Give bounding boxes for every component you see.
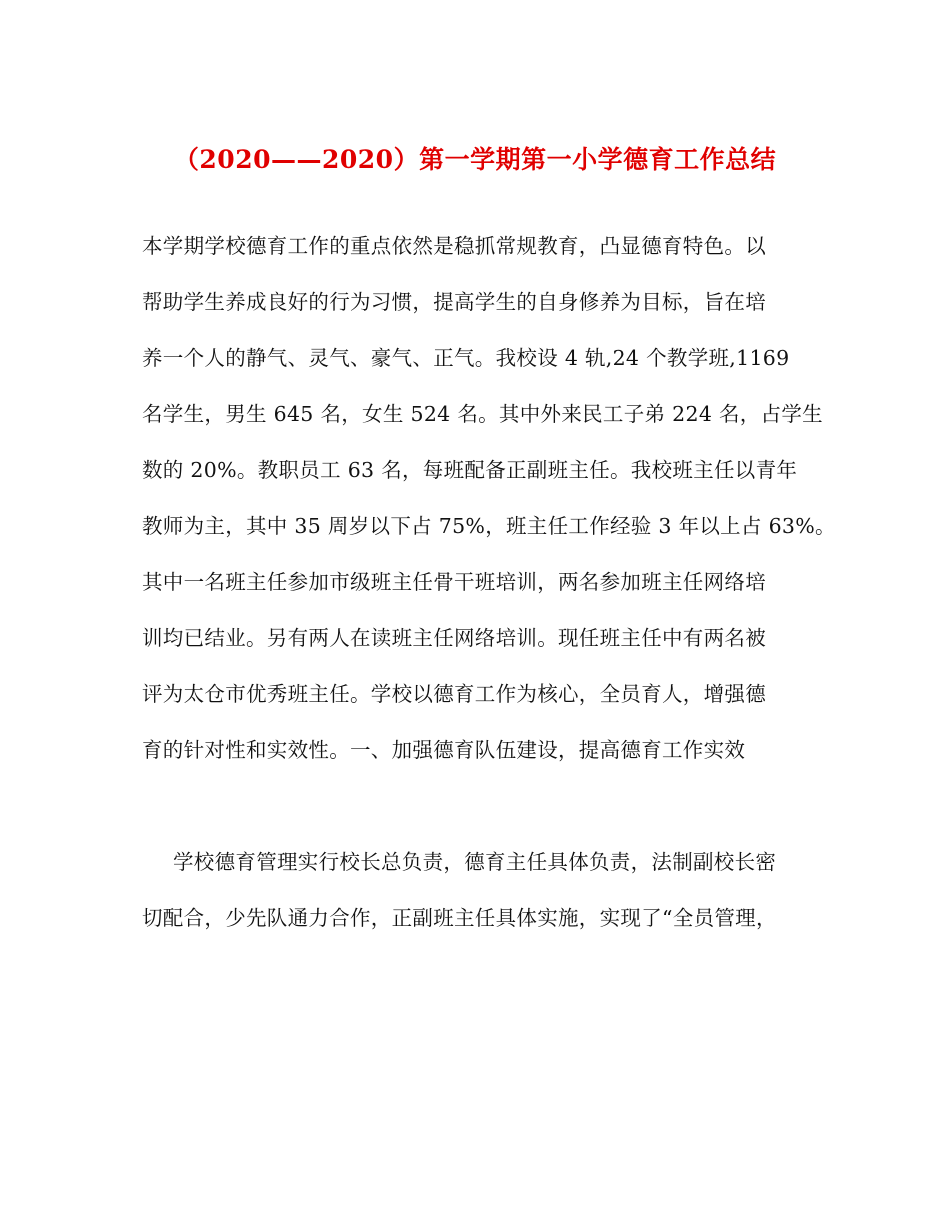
body-line: 其中一名班主任参加市级班主任骨干班培训，两名参加班主任网络培 (142, 570, 766, 594)
body-line: 育的针对性和实效性。一、加强德育队伍建设，提高德育工作实效 (142, 738, 746, 762)
body-line: 教师为主，其中 35 周岁以下占 75%，班主任工作经验 3 年以上占 63%。 (142, 514, 836, 538)
body-line: 数的 20%。教职员工 63 名，每班配备正副班主任。我校班主任以青年 (142, 458, 798, 482)
body-line: 养一个人的静气、灵气、豪气、正气。我校设 4 轨,24 个教学班,1169 (142, 346, 790, 370)
body-line: 本学期学校德育工作的重点依然是稳抓常规教育，凸显德育特色。以 (142, 234, 766, 258)
body-line: 切配合，少先队通力合作，正副班主任具体实施，实现了“全员管理， (142, 906, 777, 930)
body-line: 名学生，男生 645 名，女生 524 名。其中外来民工子弟 224 名，占学生 (142, 402, 823, 426)
document-body (142, 224, 836, 952)
body-line: 训均已结业。另有两人在读班主任网络培训。现任班主任中有两名被 (142, 626, 766, 650)
body-line: 评为太仓市优秀班主任。学校以德育工作为核心，全员育人，增强德 (142, 682, 766, 706)
document-title: （2020——2020）第一学期第一小学德育工作总结 (173, 145, 777, 174)
body-line: 学校德育管理实行校长总负责，德育主任具体负责，法制副校长密 (173, 850, 777, 874)
body-line: 帮助学生养成良好的行为习惯，提高学生的自身修养为目标，旨在培 (142, 290, 766, 314)
paragraph-gap (142, 784, 822, 840)
